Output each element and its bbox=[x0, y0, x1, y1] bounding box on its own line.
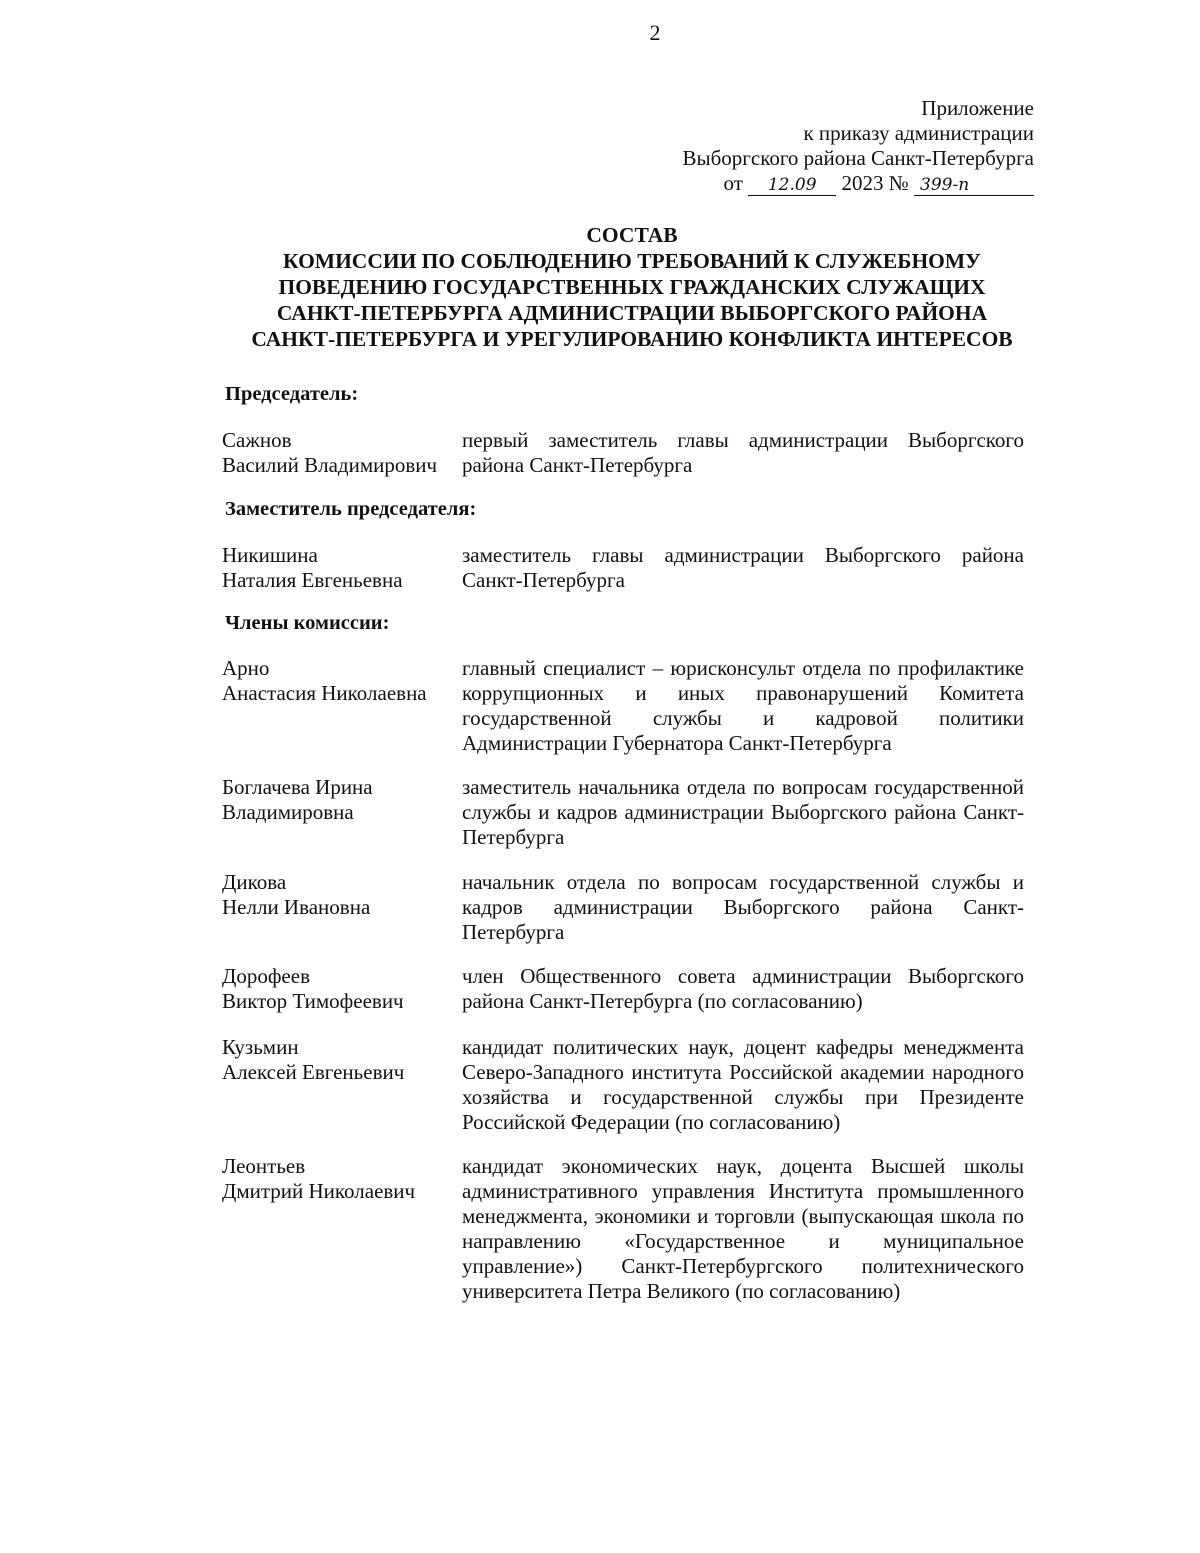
order-date-line bbox=[682, 171, 1034, 196]
person-role: член Общественного совета администрации Выборгского района Санкт-Петербурга (по согласованию) bbox=[462, 964, 1024, 1013]
person-name bbox=[222, 870, 452, 920]
order-number-handwritten: 399-п bbox=[914, 175, 1034, 196]
person-given-name: Нелли Ивановна bbox=[222, 895, 371, 919]
section-deputy: Заместитель председателя: bbox=[225, 498, 477, 520]
person-given-name: Анастасия Николаевна bbox=[222, 681, 427, 705]
title-line-3: САНКТ-ПЕТЕРБУРГА АДМИНИСТРАЦИИ ВЫБОРГСКОГО РАЙОНА bbox=[276, 301, 988, 325]
person-role: заместитель начальника отдела по вопросам государственной службы и кадров администрации Выборгского района Санкт-Петербурга bbox=[462, 775, 1024, 849]
person-surname: Сажнов bbox=[222, 428, 292, 452]
person-surname: Боглачева Ирина bbox=[222, 775, 373, 799]
appendix-header bbox=[682, 96, 1034, 196]
document-title bbox=[222, 222, 1042, 352]
person-name bbox=[222, 1035, 452, 1085]
person-role: заместитель главы администрации Выборгского района Санкт-Петербурга bbox=[462, 543, 1024, 592]
person-surname: Кузьмин bbox=[222, 1035, 299, 1059]
person-surname: Арно bbox=[222, 656, 270, 680]
appendix-district: Выборгского района Санкт-Петербурга bbox=[682, 146, 1034, 170]
person-given-name: Дмитрий Николаевич bbox=[222, 1179, 416, 1203]
title-line-2: ПОВЕДЕНИЮ ГОСУДАРСТВЕННЫХ ГРАЖДАНСКИХ СЛУЖАЩИХ bbox=[278, 275, 986, 299]
person-surname: Дорофеев bbox=[222, 964, 310, 988]
person-given-name: Виктор Тимофеевич bbox=[222, 989, 404, 1013]
section-chairman: Председатель: bbox=[225, 383, 359, 405]
person-role: главный специалист – юрисконсульт отдела по профилактике коррупционных и иных правонарушений Комитета государственной службы и кадровой политики Администрации Губернатора Санкт-Петербурга bbox=[462, 656, 1024, 755]
person-name bbox=[222, 775, 452, 825]
person-given-name: Алексей Евгеньевич bbox=[222, 1060, 405, 1084]
person-name bbox=[222, 543, 452, 593]
order-date-handwritten: 12.09 bbox=[748, 175, 836, 196]
person-role: первый заместитель главы администрации Выборгского района Санкт-Петербурга bbox=[462, 428, 1024, 477]
person-given-name: Наталия Евгеньевна bbox=[222, 568, 403, 592]
person-given-name: Василий Владимирович bbox=[222, 453, 438, 477]
person-surname: Дикова bbox=[222, 870, 287, 894]
person-role: кандидат политических наук, доцент кафедры менеджмента Северо-Западного института Российской академии народного хозяйства и государственной службы при Президенте Российской Федерации (по согласованию) bbox=[462, 1035, 1024, 1134]
appendix-label: Приложение bbox=[921, 96, 1034, 120]
person-surname: Никишина bbox=[222, 543, 318, 567]
section-members: Члены комиссии: bbox=[225, 612, 390, 634]
order-from-label: от bbox=[723, 171, 743, 195]
order-year-label: 2023 № bbox=[841, 171, 909, 195]
title-line-1: КОМИССИИ ПО СОБЛЮДЕНИЮ ТРЕБОВАНИЙ К СЛУЖЕБНОМУ bbox=[283, 249, 981, 273]
person-role: кандидат экономических наук, доцента Высшей школы административного управления Института промышленного менеджмента, экономики и торговли (выпускающая школа по направлению «Государственное и муниципальное управление») Санкт-Петербургского политехнического университета Петра Великого (по согласованию) bbox=[462, 1154, 1024, 1303]
person-name bbox=[222, 964, 452, 1014]
person-given-name: Владимировна bbox=[222, 800, 354, 824]
page-number: 2 bbox=[649, 20, 661, 45]
person-name bbox=[222, 656, 452, 706]
person-name bbox=[222, 428, 452, 478]
appendix-order-ref: к приказу администрации bbox=[803, 121, 1034, 145]
person-role: начальник отдела по вопросам государственной службы и кадров администрации Выборгского района Санкт-Петербурга bbox=[462, 870, 1024, 944]
person-name bbox=[222, 1154, 452, 1204]
title-line-4: САНКТ-ПЕТЕРБУРГА И УРЕГУЛИРОВАНИЮ КОНФЛИКТА ИНТЕРЕСОВ bbox=[251, 327, 1013, 351]
person-surname: Леонтьев bbox=[222, 1154, 306, 1178]
title-heading: СОСТАВ bbox=[586, 223, 678, 247]
